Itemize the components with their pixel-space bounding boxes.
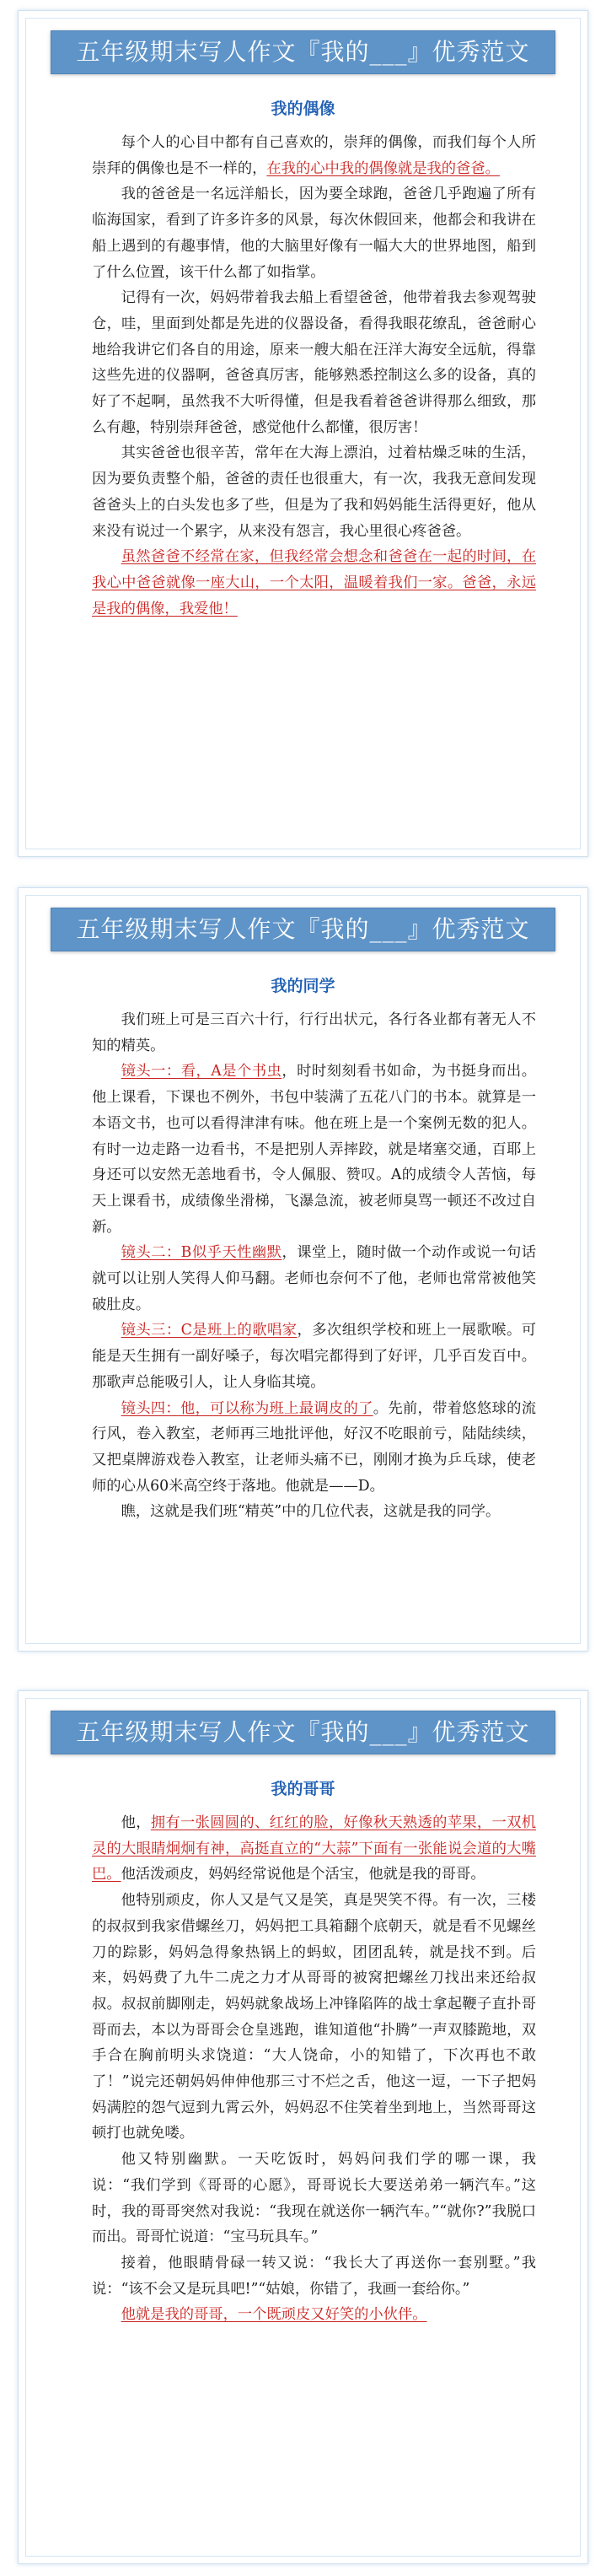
paragraph-text: 他， xyxy=(121,1814,151,1831)
banner-title: 五年级期末写人作文『我的___』优秀范文 xyxy=(51,30,555,74)
essay-card-2 xyxy=(18,887,588,1652)
essay-paragraph xyxy=(92,130,536,181)
paragraph-text: 每个人的心目中都有自己喜欢的，崇拜的偶像，而我们每个人所崇拜的偶像也是不一样的， xyxy=(92,134,536,177)
essay-paragraph xyxy=(92,440,536,544)
highlighted-sentence: 在我的心中我的偶像就是我的爸爸。 xyxy=(266,159,500,177)
essay-paragraph xyxy=(92,2302,536,2328)
essay-paragraph xyxy=(92,1240,536,1318)
essay-body xyxy=(92,1810,536,2328)
essay-title: 我的同学 xyxy=(271,977,335,995)
essay-paragraph xyxy=(92,2250,536,2302)
paragraph-text: 接着，他眼睛骨碌一转又说：“我长大了再送你一套别墅。”我说：“该不会又是玩具吧!”“姑娘，你错了，我画一套给你。” xyxy=(92,2254,536,2298)
paragraph-text: 记得有一次，妈妈带着我去船上看望爸爸，他带着我去参观驾驶仓，哇，里面到处都是先进的仪器设备，看得我眼花缭乱，爸爸耐心地给我讲它们各自的用途，原来一艘大船在汪洋大海安全远航，得靠这些先进的仪器啊，爸爸真厉害，能够熟悉控制这么多的设备，真的好了不起啊，虽然我不大听得懂，但是我看着爸爸讲得那么细致，那么有趣，特别崇拜爸爸，感觉他什么都懂，很厉害！ xyxy=(92,289,536,436)
essay-title: 我的偶像 xyxy=(271,100,335,118)
essay-paragraph xyxy=(92,2147,536,2250)
essay-paragraph xyxy=(92,1059,536,1240)
banner-title: 五年级期末写人作文『我的___』优秀范文 xyxy=(51,908,555,951)
essay-card-1 xyxy=(18,10,588,857)
card-frame xyxy=(25,895,581,1644)
essay-paragraph xyxy=(92,1499,536,1525)
essay-paragraph xyxy=(92,1888,536,2147)
essay-paragraph xyxy=(92,181,536,285)
essay-title: 我的哥哥 xyxy=(271,1780,335,1798)
paragraph-text: 我们班上可是三百六十行，行行出状元，各行各业都有著无人不知的精英。 xyxy=(92,1011,536,1054)
banner-title: 五年级期末写人作文『我的___』优秀范文 xyxy=(51,1711,555,1754)
card-frame xyxy=(25,1698,581,2557)
essay-paragraph xyxy=(92,1810,536,1888)
highlighted-sentence: 拥有一张圆圆的、红红的脸，好像秋天熟透的苹果，一双机灵的大眼睛炯炯有神，高挺直立的“大蒜”下面有一张能说会道的大嘴巴。 xyxy=(92,1814,536,1883)
paragraph-text: ，时时刻刻看书如命，为书挺身而出。他上课看，下课也不例外，书包中装满了五花八门的书本。就算是一本语文书，也可以看得津津有味。他在班上是一个案例无数的犯人。有时一边走路一边看书，不是把别人弄摔跤，就是堵塞交通，百耶上身还可以安然无恙地看书，令人佩服、赞叹。A的成绩令人苦恼，每天上课看书，成绩像坐滑梯，飞瀑急流，被老师臭骂一顿还不改过自新。 xyxy=(92,1063,536,1236)
paragraph-text: 他特别顽皮，你人又是气又是笑，真是哭笑不得。有一次，三楼的叔叔到我家借螺丝刀，妈妈把工具箱翻个底朝天，就是看不见螺丝刀的踪影，妈妈急得象热锅上的蚂蚁，团团乱转，就是找不到。后来，妈妈费了九牛二虎之力才从哥哥的被窝把螺丝刀找出来还给叔叔。叔叔前脚刚走，妈妈就象战场上冲锋陷阵的战士拿起鞭子直扑哥哥而去，本以为哥哥会仓皇逃跑，谁知道他“扑腾”一声双膝跪地，双手合在胸前明头求饶道：“大人饶命，小的知错了，下次再也不敢了！”说完还朝妈妈伸伸他那三寸不烂之舌，他这一逗，一下子把妈妈满腔的怨气逗到九霄云外，妈妈忍不住笑着坐到地上，当然哥哥这顿打也就免喽。 xyxy=(92,1892,536,2142)
highlighted-sentence: 虽然爸爸不经常在家，但我经常会想念和爸爸在一起的时间，在我心中爸爸就像一座大山，一个太阳，温暖着我们一家。爸爸，永远是我的偶像，我爱他！ xyxy=(92,548,536,617)
paragraph-text: 。先前，带着悠悠球的流行风，卷入教室，老师再三地批评他，好汉不吃眼前亏，陆陆续续，又把桌牌游戏卷入教室，让老师头痛不已，刚刚才换为乒乓球，使老师的心从60米高空终于落地。他就是——D。 xyxy=(92,1399,536,1495)
paragraph-text: 他活泼顽皮，妈妈经常说他是个活宝，他就是我的哥哥。 xyxy=(121,1866,485,1883)
highlighted-sentence: 镜头三：C是班上的歌唱家 xyxy=(121,1322,298,1339)
highlighted-sentence: 镜头四：他，可以称为班上最调皮的了 xyxy=(121,1399,373,1417)
essay-paragraph xyxy=(92,1007,536,1059)
essay-paragraph xyxy=(92,1318,536,1395)
paragraph-text: ，课堂上，随时做一个动作或说一句话就可以让别人笑得人仰马翻。老师也奈何不了他，老师也常常被他笑破肚皮。 xyxy=(92,1244,536,1313)
essay-body xyxy=(92,1007,536,1525)
paragraph-text: ，多次组织学校和班上一展歌喉。可能是天生拥有一副好嗓子，每次唱完都得到了好评，几乎百发百中。那歌声总能吸引人，让人身临其境。 xyxy=(92,1322,536,1391)
paragraph-text: 他又特别幽默。一天吃饭时，妈妈问我们学的哪一课，我说：“我们学到《哥哥的心愿》，哥哥说长大要送弟弟一辆汽车。”这时，我的哥哥突然对我说：“我现在就送你一辆汽车。”“就你?”我脱口而出。哥哥忙说道：“宝马玩具车。” xyxy=(92,2151,536,2246)
highlighted-sentence: 他就是我的哥哥，一个既顽皮又好笑的小伙伴。 xyxy=(121,2306,427,2324)
highlighted-sentence: 镜头一：看，A是个书虫 xyxy=(121,1063,282,1081)
essay-body xyxy=(92,130,536,622)
essay-paragraph xyxy=(92,285,536,440)
highlighted-sentence: 镜头二：B似乎天性幽默 xyxy=(121,1244,282,1262)
paragraph-text: 我的爸爸是一名远洋船长，因为要全球跑，爸爸几乎跑遍了所有临海国家，看到了许多许多的风景，每次休假回来，他都会和我讲在船上遇到的有趣事情，他的大脑里好像有一幅大大的世界地图，船到了什么位置，该干什么都了如指掌。 xyxy=(92,186,536,281)
essay-card-3 xyxy=(18,1690,588,2564)
paragraph-text: 其实爸爸也很辛苦，常年在大海上漂泊，过着枯燥乏味的生活，因为要负责整个船，爸爸的责任也很重大，有一次，我我无意间发现爸爸头上的白头发也多了些，但是为了我和妈妈能生活得更好，他从来没有说过一个累字，从来没有怨言，我心里很心疼爸爸。 xyxy=(92,445,536,540)
card-frame xyxy=(25,18,581,849)
paragraph-text: 瞧，这就是我们班“精英”中的几位代表，这就是我的同学。 xyxy=(121,1503,501,1521)
essay-paragraph xyxy=(92,1396,536,1500)
essay-paragraph xyxy=(92,544,536,622)
